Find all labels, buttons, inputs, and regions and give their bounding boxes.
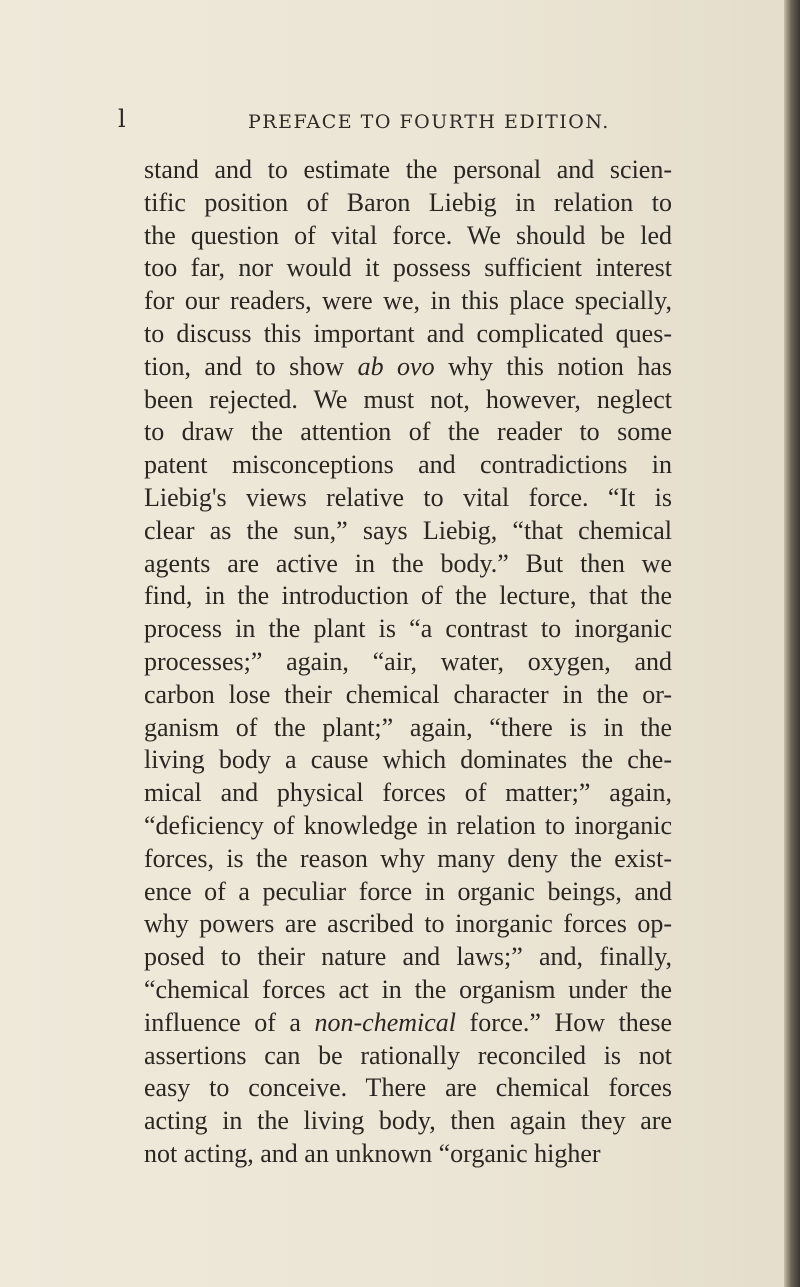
text-line: influence of a non-chemical force.” How these — [144, 1007, 672, 1037]
text-line: process in the plant is “a contrast to inorganic — [144, 614, 672, 644]
text-line: for our readers, were we, in this place specially, — [144, 286, 672, 316]
page-edge-shadow — [784, 0, 800, 1287]
text-line: clear as the sun,” says Liebig, “that chemical — [144, 515, 672, 545]
text-line: ence of a peculiar force in organic beings, and — [144, 876, 672, 906]
text-line: posed to their nature and laws;” and, finally, — [144, 942, 672, 972]
text-line: agents are active in the body.” But then we — [144, 548, 672, 578]
text-line: to discuss this important and complicated ques- — [144, 318, 672, 348]
text-line: why powers are ascribed to inorganic forces op- — [144, 909, 672, 939]
text-line: ganism of the plant;” again, “there is in the — [144, 712, 672, 742]
text-line: forces, is the reason why many deny the exist- — [144, 843, 672, 873]
text-line: to draw the attention of the reader to some — [144, 417, 672, 447]
text-line: too far, nor would it possess sufficient interest — [144, 253, 672, 283]
italic-phrase: ab ovo — [357, 351, 435, 381]
text-line: “chemical forces act in the organism under the — [144, 974, 672, 1004]
text-line: assertions can be rationally reconciled is not — [144, 1040, 672, 1070]
text-line: processes;” again, “air, water, oxygen, and — [144, 646, 672, 676]
page-header — [112, 104, 682, 140]
italic-phrase: non-chemical — [314, 1007, 457, 1037]
body-paragraph — [144, 154, 672, 1171]
text-line: easy to conceive. There are chemical forces — [144, 1073, 672, 1103]
text-line: living body a cause which dominates the che- — [144, 745, 672, 775]
text-line: “deficiency of knowledge in relation to inorganic — [144, 810, 672, 840]
text-line: acting in the living body, then again they are — [144, 1106, 672, 1136]
text-line: tific position of Baron Liebig in relation to — [144, 187, 672, 217]
text-line: carbon lose their chemical character in the or- — [144, 679, 672, 709]
text-line: Liebig's views relative to vital force. “It is — [144, 482, 672, 512]
text-line: find, in the introduction of the lecture, that the — [144, 581, 672, 611]
text-line: not acting, and an unknown “organic higher — [144, 1138, 601, 1168]
text-line: the question of vital force. We should be led — [144, 220, 672, 250]
text-line: patent misconceptions and contradictions in — [144, 450, 672, 480]
text-line: tion, and to show ab ovo why this notion has — [144, 351, 672, 381]
text-line: stand and to estimate the personal and scien- — [144, 155, 672, 184]
page-number: l — [118, 105, 126, 133]
text-line: been rejected. We must not, however, neglect — [144, 384, 672, 414]
text-line: mical and physical forces of matter;” again, — [144, 778, 672, 808]
running-head: PREFACE TO FOURTH EDITION. — [248, 111, 610, 133]
